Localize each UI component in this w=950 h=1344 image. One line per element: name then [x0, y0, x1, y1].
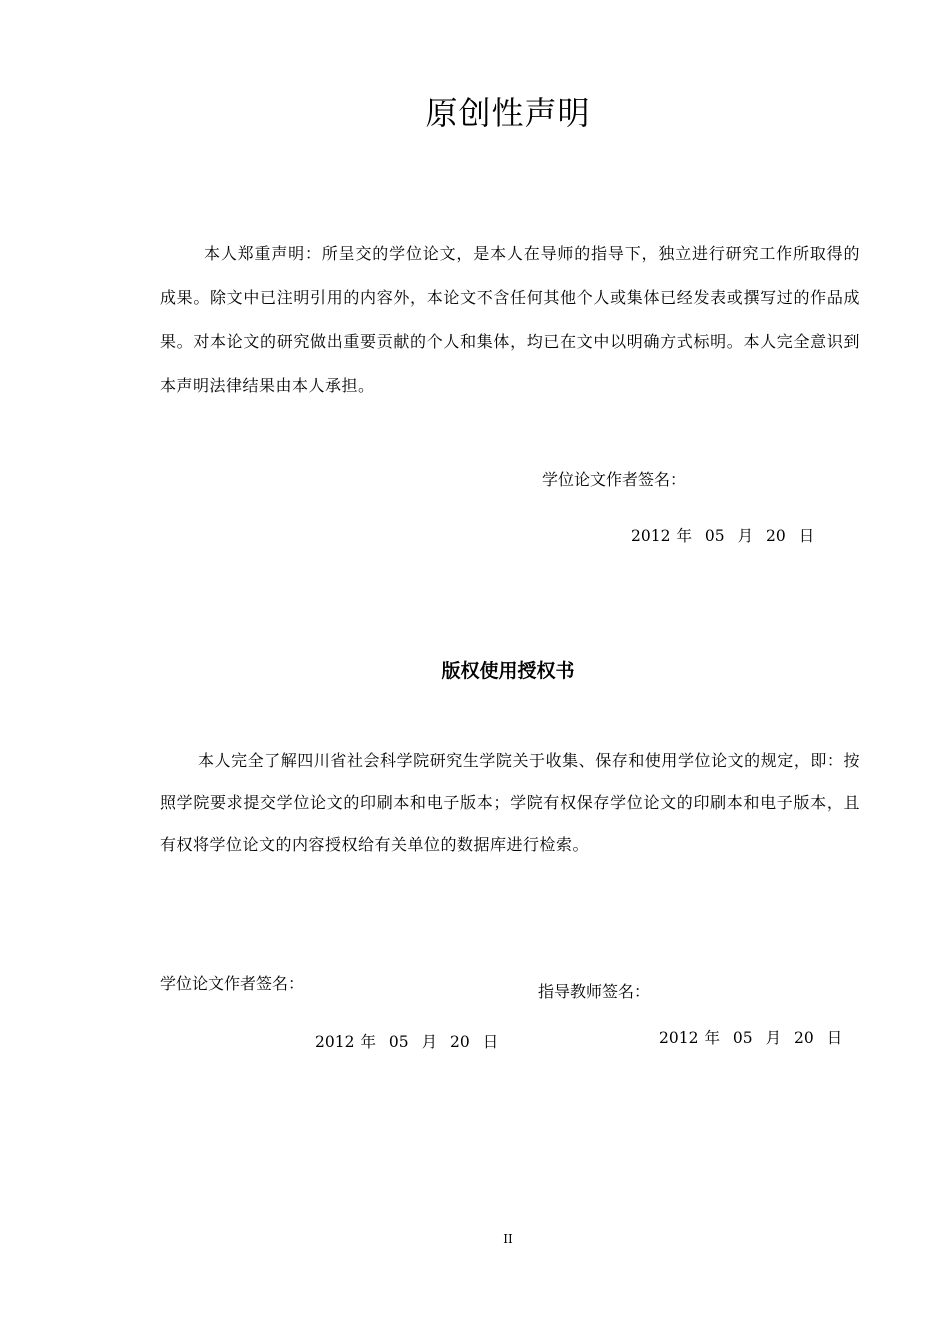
date-day-unit: 日: [482, 1033, 499, 1051]
date-year: 2012: [631, 527, 671, 545]
date-month: 05: [732, 1029, 753, 1047]
date-day-unit: 日: [826, 1029, 843, 1047]
declaration-title: 原创性声明: [425, 94, 591, 132]
declaration-body: 本人郑重声明：所呈交的学位论文，是本人在导师的指导下，独立进行研究工作所取得的成果。除文中已注明引用的内容外，本论文不含任何其他个人或集体已经发表或撰写过的作品成果。对本论文的研究做出重要贡献的个人和集体，均已在文中以明确方式标明。本人完全意识到本声明法律结果由本人承担。: [160, 244, 860, 395]
date-year: 2012: [315, 1033, 355, 1051]
declaration-signature-label: 学位论文作者签名：: [542, 470, 687, 489]
date-day: 20: [794, 1029, 814, 1047]
authorization-title: 版权使用授权书: [441, 660, 575, 682]
date-month-unit: 月: [765, 1029, 782, 1047]
date-year-unit: 年: [360, 1033, 376, 1051]
author-signature-label: 学位论文作者签名：: [160, 974, 305, 993]
authorization-body: 本人完全了解四川省社会科学院研究生学院关于收集、保存和使用学位论文的规定，即：按照学院要求提交学位论文的印刷本和电子版本；学院有权保存学位论文的印刷本和电子版本，且有权将学位论文的内容授权给有关单位的数据库进行检索。: [160, 751, 860, 854]
date-year: 2012: [659, 1029, 699, 1047]
date-day: 20: [766, 527, 786, 545]
declaration-date: [628, 524, 817, 546]
date-year-unit: 年: [676, 527, 692, 545]
author-date: [312, 1030, 501, 1052]
date-month: 05: [704, 527, 725, 545]
supervisor-date: [656, 1026, 845, 1048]
date-month: 05: [388, 1033, 409, 1051]
date-month-unit: 月: [737, 527, 754, 545]
date-year-unit: 年: [704, 1029, 720, 1047]
page-number: II: [503, 1232, 513, 1246]
supervisor-signature-label: 指导教师签名：: [538, 982, 651, 1001]
date-month-unit: 月: [421, 1033, 438, 1051]
date-day: 20: [450, 1033, 470, 1051]
date-day-unit: 日: [798, 527, 815, 545]
